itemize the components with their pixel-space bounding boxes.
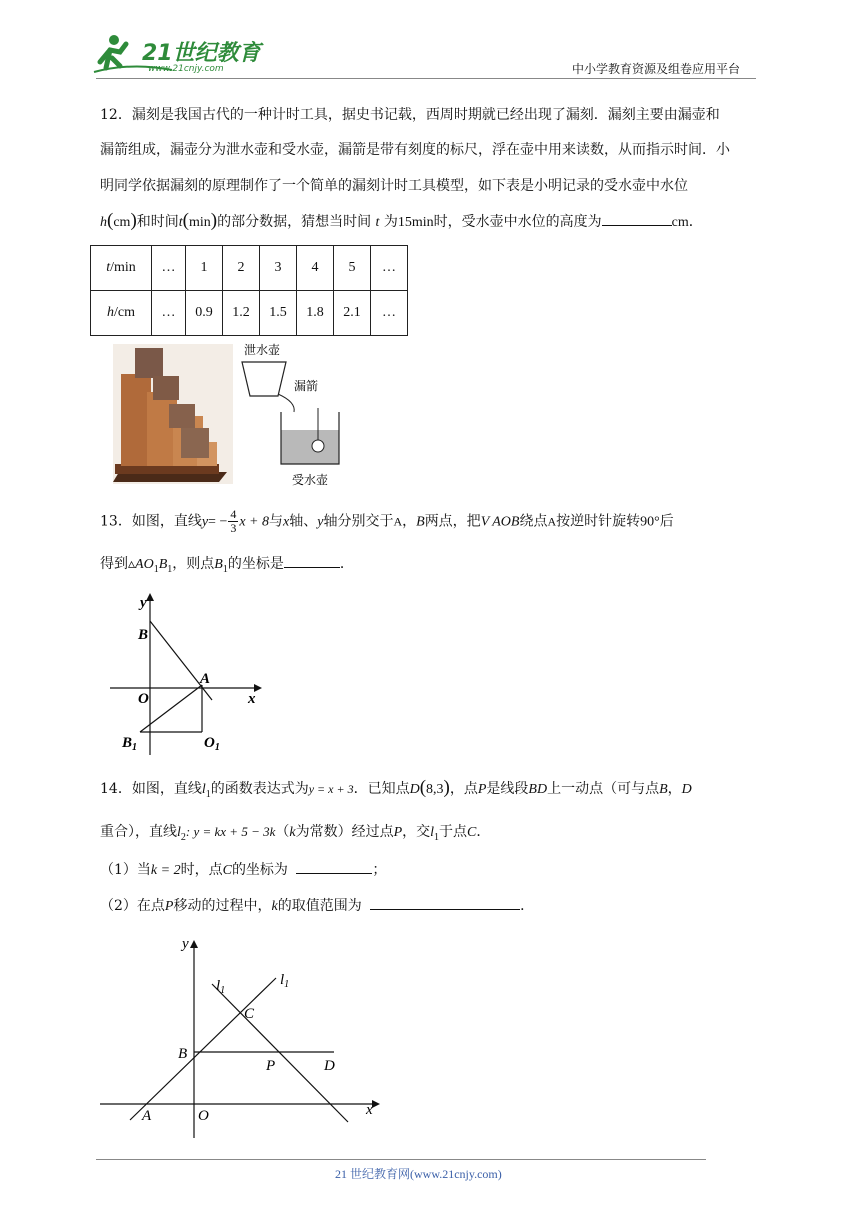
q13-line-1: 13．如图，直线y= − $\frac{4}{3}$ x + 8与x轴、y轴分别交于A，B两点，把V AOB绕点A按逆时针旋转90°后 bbox=[100, 507, 674, 535]
table-cell: t/min bbox=[91, 246, 152, 291]
table-cell: 4 bbox=[297, 246, 334, 291]
fraction: $\frac{4}{3}$ bbox=[230, 507, 237, 535]
q14-line-2: 重合），直线$l_2$: y = kx + 5 − 3k（k为常数）经过点P，交$l_1$于点C． bbox=[100, 824, 491, 843]
footer-text: 21 世纪教育网(www.21cnjy.com) bbox=[335, 1167, 502, 1181]
q12-answer-blank bbox=[602, 225, 672, 226]
point-B1-label: $B_1$ bbox=[122, 735, 138, 753]
point-D-label: D bbox=[324, 1058, 335, 1074]
table-cell: h/cm bbox=[91, 291, 152, 336]
axis-y-label: y bbox=[140, 595, 147, 611]
table-cell: … bbox=[371, 291, 408, 336]
point-B-label: B bbox=[138, 627, 149, 643]
q12-line-2: 漏箭组成，漏壶分为泄水壶和受水壶，漏箭是带有刻度的标尺，浮在壶中用来读数，从而指示时间．小 bbox=[100, 142, 730, 158]
point-P-label: P bbox=[266, 1058, 276, 1074]
line-l1-label-right: $l_1$ bbox=[280, 972, 290, 990]
point-A-label: A bbox=[200, 671, 211, 687]
table-cell: 1.2 bbox=[223, 291, 260, 336]
q12-line-3: 明同学依据漏刻的原理制作了一个简单的漏刻计时工具模型，如下表是小明记录的受水壶中水位 bbox=[100, 178, 688, 194]
origin-label: O bbox=[138, 691, 149, 707]
table-row bbox=[91, 291, 408, 336]
q14-line-1: 14．如图，直线$l_1$的函数表达式为y = x + 3．已知点D(8,3)，点P是线段BD上一动点（可与点B，D bbox=[100, 777, 692, 800]
q14-part2-blank bbox=[370, 909, 520, 910]
axis-x-label: x bbox=[248, 691, 256, 707]
diagram-label-arrow: 漏箭 bbox=[294, 379, 319, 393]
axis-x-label: x bbox=[366, 1102, 373, 1118]
axis-y-label: y bbox=[182, 936, 189, 952]
water-clock-diagram bbox=[236, 340, 356, 490]
q14-part-2: （2）在点P移动的过程中，k的取值范围为 ． bbox=[100, 898, 535, 914]
point-C-label: C bbox=[244, 1006, 255, 1022]
table-cell: 1 bbox=[186, 246, 223, 291]
logo-title: 21世纪教育 bbox=[142, 41, 261, 66]
footer-rule bbox=[96, 1159, 706, 1160]
table-cell: 3 bbox=[260, 246, 297, 291]
q12-data-table bbox=[90, 245, 408, 336]
q13-line-2: 得到$▵AO_1B_1$，则点$B_1$的坐标是 ． bbox=[100, 556, 354, 575]
table-row bbox=[91, 246, 408, 291]
table-cell: 5 bbox=[334, 246, 371, 291]
point-O1-label: $O_1$ bbox=[204, 735, 220, 753]
logo-url: www.21cnjy.com bbox=[148, 64, 224, 74]
table-cell: 0.9 bbox=[186, 291, 223, 336]
diagram-label-top: 泄水壶 bbox=[244, 343, 281, 357]
table-cell: … bbox=[152, 246, 186, 291]
table-cell: 1.8 bbox=[297, 291, 334, 336]
line-l1-label-left: $l_1$ bbox=[216, 978, 226, 996]
diagram-label-bottom: 受水壶 bbox=[292, 473, 329, 487]
header-platform-text: 中小学教育资源及组卷应用平台 bbox=[572, 62, 741, 76]
header-rule bbox=[96, 78, 756, 79]
q13-answer-blank bbox=[284, 567, 340, 568]
point-A-label: A bbox=[142, 1108, 152, 1124]
q13-figure bbox=[100, 585, 280, 765]
q12-line-1: 12．漏刻是我国古代的一种计时工具，据史书记载，西周时期就已经出现了漏刻．漏刻主要由漏壶和 bbox=[100, 107, 720, 123]
origin-label: O bbox=[198, 1108, 209, 1124]
table-cell: 2 bbox=[223, 246, 260, 291]
q14-part1-blank bbox=[296, 873, 372, 874]
q12-line-4: h(cm)和时间t(min)的部分数据，猜想当时间 t 为15min时，受水壶中水位的高度为 cm． bbox=[100, 210, 703, 231]
table-cell: 1.5 bbox=[260, 291, 297, 336]
table-cell: … bbox=[152, 291, 186, 336]
q14-figure bbox=[96, 930, 396, 1145]
water-clock-photo bbox=[113, 344, 233, 484]
logo bbox=[92, 32, 262, 78]
point-B-label: B bbox=[178, 1046, 188, 1062]
table-cell: … bbox=[371, 246, 408, 291]
q14-part-1: （1）当k = 2时，点C的坐标为 ； bbox=[100, 862, 387, 878]
table-cell: 2.1 bbox=[334, 291, 371, 336]
